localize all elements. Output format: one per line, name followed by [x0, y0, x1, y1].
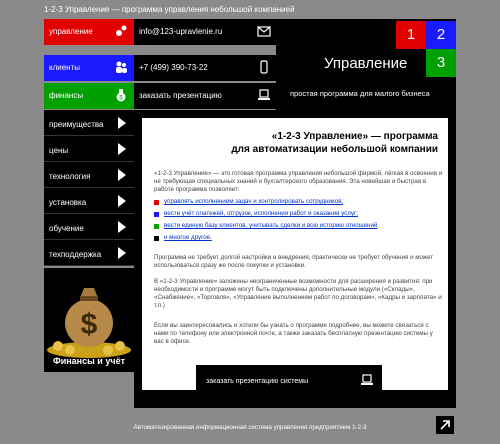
brand-digit-three: 3 — [426, 49, 456, 77]
window-title: 1-2-3 Управление — программа управления небольшой компанией — [44, 5, 295, 14]
modules-paragraph: В «1-2-3 Управление» заложены неограниченные возможности для расширения и развития: при необходимости и программе могут быть подключены дополнительные модули («Склады», «Снабжение», «Торговля», «Управление выполнением работ по договорам», «Кадры и зарплата» и т.п.) — [154, 278, 442, 309]
menu-item-training[interactable] — [44, 214, 134, 240]
arrow-right-icon — [118, 143, 126, 155]
menu-item-technology[interactable] — [44, 162, 134, 188]
menu-item-installation[interactable] — [44, 188, 134, 214]
setup-paragraph: Программа не требует долгой настройки и внедрения, практически не требует обучения и может использоваться сразу же после покупки и установки. — [154, 254, 434, 269]
laptop-icon — [257, 88, 271, 102]
feature-tasks-link[interactable]: управлять исполнением задач и контролировать сотрудников; — [164, 198, 344, 205]
arrow-right-icon — [118, 221, 126, 233]
feature-more-link[interactable]: и многое другое. — [164, 234, 212, 241]
contact-paragraph: Если вы заинтересовались и хотели бы узнать о программе подробнее, вы можете связаться с нами по телефону или электронной почте, а также заказать бесплатную презентацию системы у вас в офисе. — [154, 322, 433, 345]
feature-clients-link[interactable]: вести единую базу клиентов, учитывать сделки и всю историю отношений — [164, 222, 378, 229]
promo-finance-banner[interactable] — [44, 268, 134, 372]
gears-icon — [114, 24, 128, 38]
menu-label: техподдержка — [49, 250, 102, 259]
contact-phone[interactable] — [134, 55, 276, 81]
brand-digit-two: 2 — [426, 21, 456, 49]
menu-item-advantages[interactable] — [44, 110, 134, 136]
laptop-icon — [360, 373, 374, 387]
phone-icon — [257, 60, 271, 74]
title-line-1: «1-2-3 Управление» — программа — [271, 131, 438, 142]
order-presentation-label: заказать презентацию — [139, 91, 222, 100]
arrow-right-icon — [118, 195, 126, 207]
menu-label: установка — [49, 198, 87, 207]
category-label: клиенты — [49, 63, 81, 72]
content-title — [142, 130, 438, 156]
order-button-label: заказать презентацию системы — [206, 378, 309, 385]
order-presentation-link[interactable] — [134, 83, 276, 109]
mail-icon — [257, 24, 271, 38]
feature-payments-link[interactable]: вести учёт платежей, отгрузок, исполнения работ и оказания услуг; — [164, 210, 358, 217]
content-card — [142, 118, 448, 390]
intro-paragraph: «1-2-3 Управление» — это готовая программа управления небольшой фирмой, лёгкая в освоении и не требующая специальных знаний и бухгалтерского образования. Эта новейшая и быстрая в работе программа позволяет: — [154, 170, 443, 193]
order-presentation-button[interactable] — [196, 365, 382, 395]
phone-number: +7 (499) 390-73-22 — [139, 63, 208, 72]
arrow-right-icon — [118, 169, 126, 181]
people-icon — [114, 60, 128, 74]
menu-label: обучение — [49, 224, 84, 233]
svg-text:$: $ — [80, 308, 98, 341]
arrow-up-right-icon — [436, 416, 454, 434]
category-management[interactable] — [44, 19, 134, 45]
arrow-right-icon — [118, 117, 126, 129]
menu-label: цены — [49, 146, 69, 155]
category-finance[interactable] — [44, 83, 134, 109]
menu-item-prices[interactable] — [44, 136, 134, 162]
money-bag-icon — [44, 268, 134, 358]
scroll-top-button[interactable] — [436, 416, 454, 434]
category-label: управление — [49, 27, 93, 36]
brand-name: Управление — [324, 55, 408, 72]
svg-text:$: $ — [119, 95, 123, 102]
brand-digit-one: 1 — [396, 21, 426, 49]
promo-caption: Финансы и учёт — [53, 356, 125, 366]
menu-label: технология — [49, 172, 91, 181]
money-bag-icon — [114, 88, 128, 102]
category-clients[interactable] — [44, 55, 134, 81]
menu-label: преимущества — [49, 120, 104, 129]
contact-email[interactable] — [134, 19, 276, 45]
brand-tagline: простая программа для малого бизнеса — [290, 89, 430, 98]
category-label: финансы — [49, 91, 84, 100]
email-link: info@123-upravlenie.ru — [139, 27, 223, 36]
footer-text: Автоматизированная информационная система управления предприятием 1-2-3 — [133, 424, 367, 431]
arrow-right-icon — [118, 247, 126, 259]
menu-item-support[interactable] — [44, 240, 134, 266]
title-line-2: для автоматизации небольшой компании — [231, 144, 438, 155]
main-content — [134, 110, 456, 408]
brand-block — [276, 19, 456, 110]
